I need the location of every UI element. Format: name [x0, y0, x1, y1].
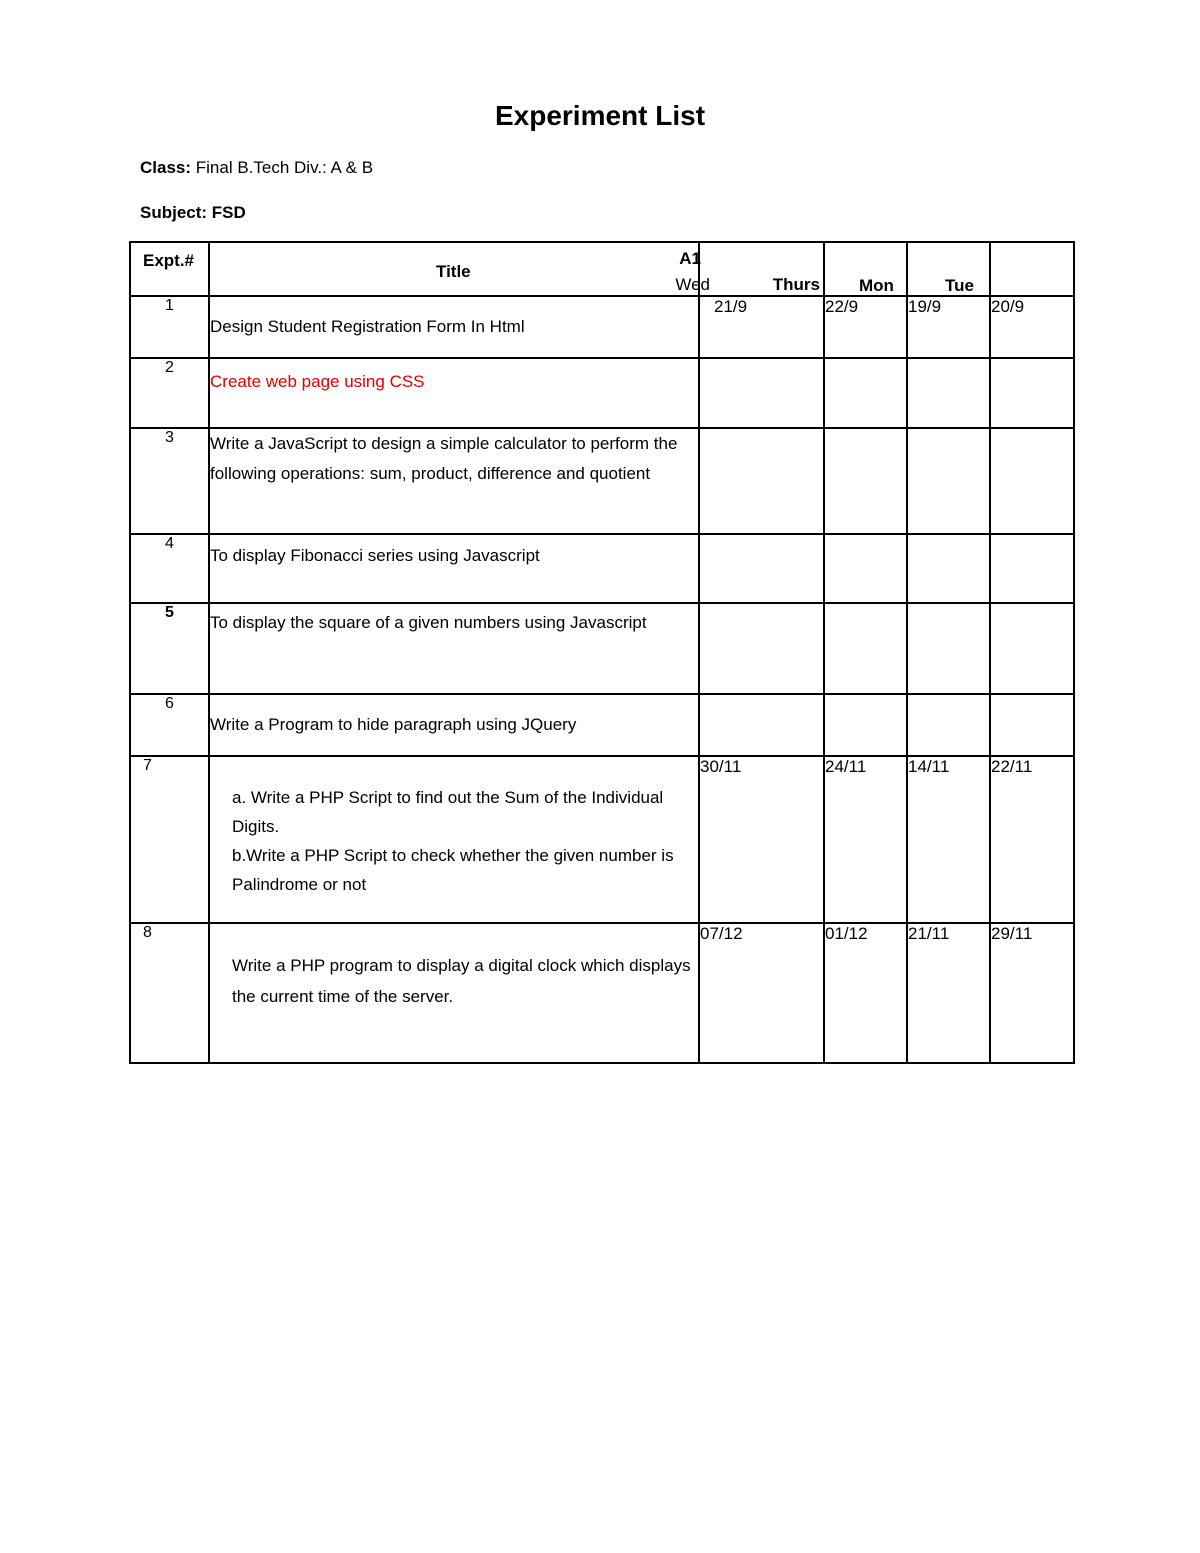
- row-title: [209, 756, 699, 923]
- header-mon: Mon: [859, 276, 894, 295]
- row-date-4: [990, 694, 1074, 756]
- row-number: 5: [130, 603, 209, 694]
- table-row: [130, 603, 1074, 694]
- row-date-4: 22/11: [990, 756, 1074, 923]
- subject-label: Subject:: [140, 203, 208, 222]
- row-date-4: 20/9: [990, 296, 1074, 358]
- table-row: [130, 428, 1074, 534]
- class-label: Class:: [140, 158, 192, 177]
- row-date-1: 30/11: [699, 756, 824, 923]
- row-number: 2: [130, 358, 209, 428]
- row-date-2: 24/11: [824, 756, 907, 923]
- page-title: Experiment List: [494, 100, 706, 131]
- row-date-3: [907, 358, 990, 428]
- row-date-2: [824, 694, 907, 756]
- row-date-3: [907, 428, 990, 534]
- class-value: Final B.Tech Div.: A & B: [195, 158, 374, 177]
- header-wed: Wed: [675, 275, 710, 294]
- header-title: Title: [436, 262, 471, 281]
- row-date-4: [990, 534, 1074, 603]
- row-date-1: 07/12: [699, 923, 824, 1063]
- row-date-1: 21/9: [699, 296, 824, 358]
- row-number: 1: [130, 296, 209, 358]
- row-date-4: [990, 603, 1074, 694]
- row-title: Design Student Registration Form In Html: [209, 296, 699, 358]
- row-date-1: [699, 603, 824, 694]
- table-row: [130, 358, 1074, 428]
- row-date-4: [990, 428, 1074, 534]
- row-title-part-b: b.Write a PHP Script to check whether the given number is Palindrome or not: [232, 846, 674, 894]
- header-cell-thurs: [699, 242, 824, 296]
- table-row: [130, 756, 1074, 923]
- row-title: To display Fibonacci series using Javascript: [209, 534, 699, 603]
- row-date-2: [824, 428, 907, 534]
- row-number: 4: [130, 534, 209, 603]
- row-title: Write a PHP program to display a digital clock which displays the current time of the server.: [209, 923, 699, 1063]
- header-cell-expt: [130, 242, 209, 296]
- table-row: [130, 923, 1074, 1063]
- row-date-1: [699, 428, 824, 534]
- row-date-3: 19/9: [907, 296, 990, 358]
- table-row: [130, 534, 1074, 603]
- row-title-part-a: a. Write a PHP Script to find out the Sum of the Individual Digits.: [232, 788, 664, 836]
- header-cell-mon: [824, 242, 907, 296]
- header-batch: A1: [679, 249, 701, 268]
- row-date-3: [907, 603, 990, 694]
- header-cell-tue: [907, 242, 990, 296]
- header-expt: Expt.#: [143, 251, 195, 270]
- row-date-3: 14/11: [907, 756, 990, 923]
- row-date-2: 22/9: [824, 296, 907, 358]
- header-cell-empty: [990, 242, 1074, 296]
- row-number: 6: [130, 694, 209, 756]
- subject-value: FSD: [211, 203, 246, 222]
- header-cell-title: [209, 242, 710, 296]
- row-number: 8: [130, 923, 209, 1063]
- header-tue: Tue: [945, 276, 974, 295]
- row-number: 7: [130, 756, 209, 923]
- row-date-3: [907, 534, 990, 603]
- experiment-table: [129, 241, 1075, 1064]
- table-header-row: [130, 242, 1074, 296]
- row-date-1: [699, 358, 824, 428]
- row-number: 3: [130, 428, 209, 534]
- table-row: [130, 694, 1074, 756]
- header-thurs: Thurs: [772, 275, 820, 294]
- row-date-1: [699, 534, 824, 603]
- row-title: Create web page using CSS: [209, 358, 699, 428]
- row-date-2: [824, 603, 907, 694]
- row-date-4: 29/11: [990, 923, 1074, 1063]
- class-line: [140, 158, 373, 178]
- row-title: Write a Program to hide paragraph using JQuery: [209, 694, 699, 756]
- row-date-2: [824, 358, 907, 428]
- row-title: To display the square of a given numbers using Javascript: [209, 603, 699, 694]
- row-title: Write a JavaScript to design a simple calculator to perform the following operations: sum, product, difference and quotient: [209, 428, 699, 534]
- row-date-1: [699, 694, 824, 756]
- row-date-3: [907, 694, 990, 756]
- subject-line: [140, 203, 246, 223]
- row-date-3: 21/11: [907, 923, 990, 1063]
- row-date-4: [990, 358, 1074, 428]
- row-date-2: [824, 534, 907, 603]
- table-row: [130, 296, 1074, 358]
- row-date-2: 01/12: [824, 923, 907, 1063]
